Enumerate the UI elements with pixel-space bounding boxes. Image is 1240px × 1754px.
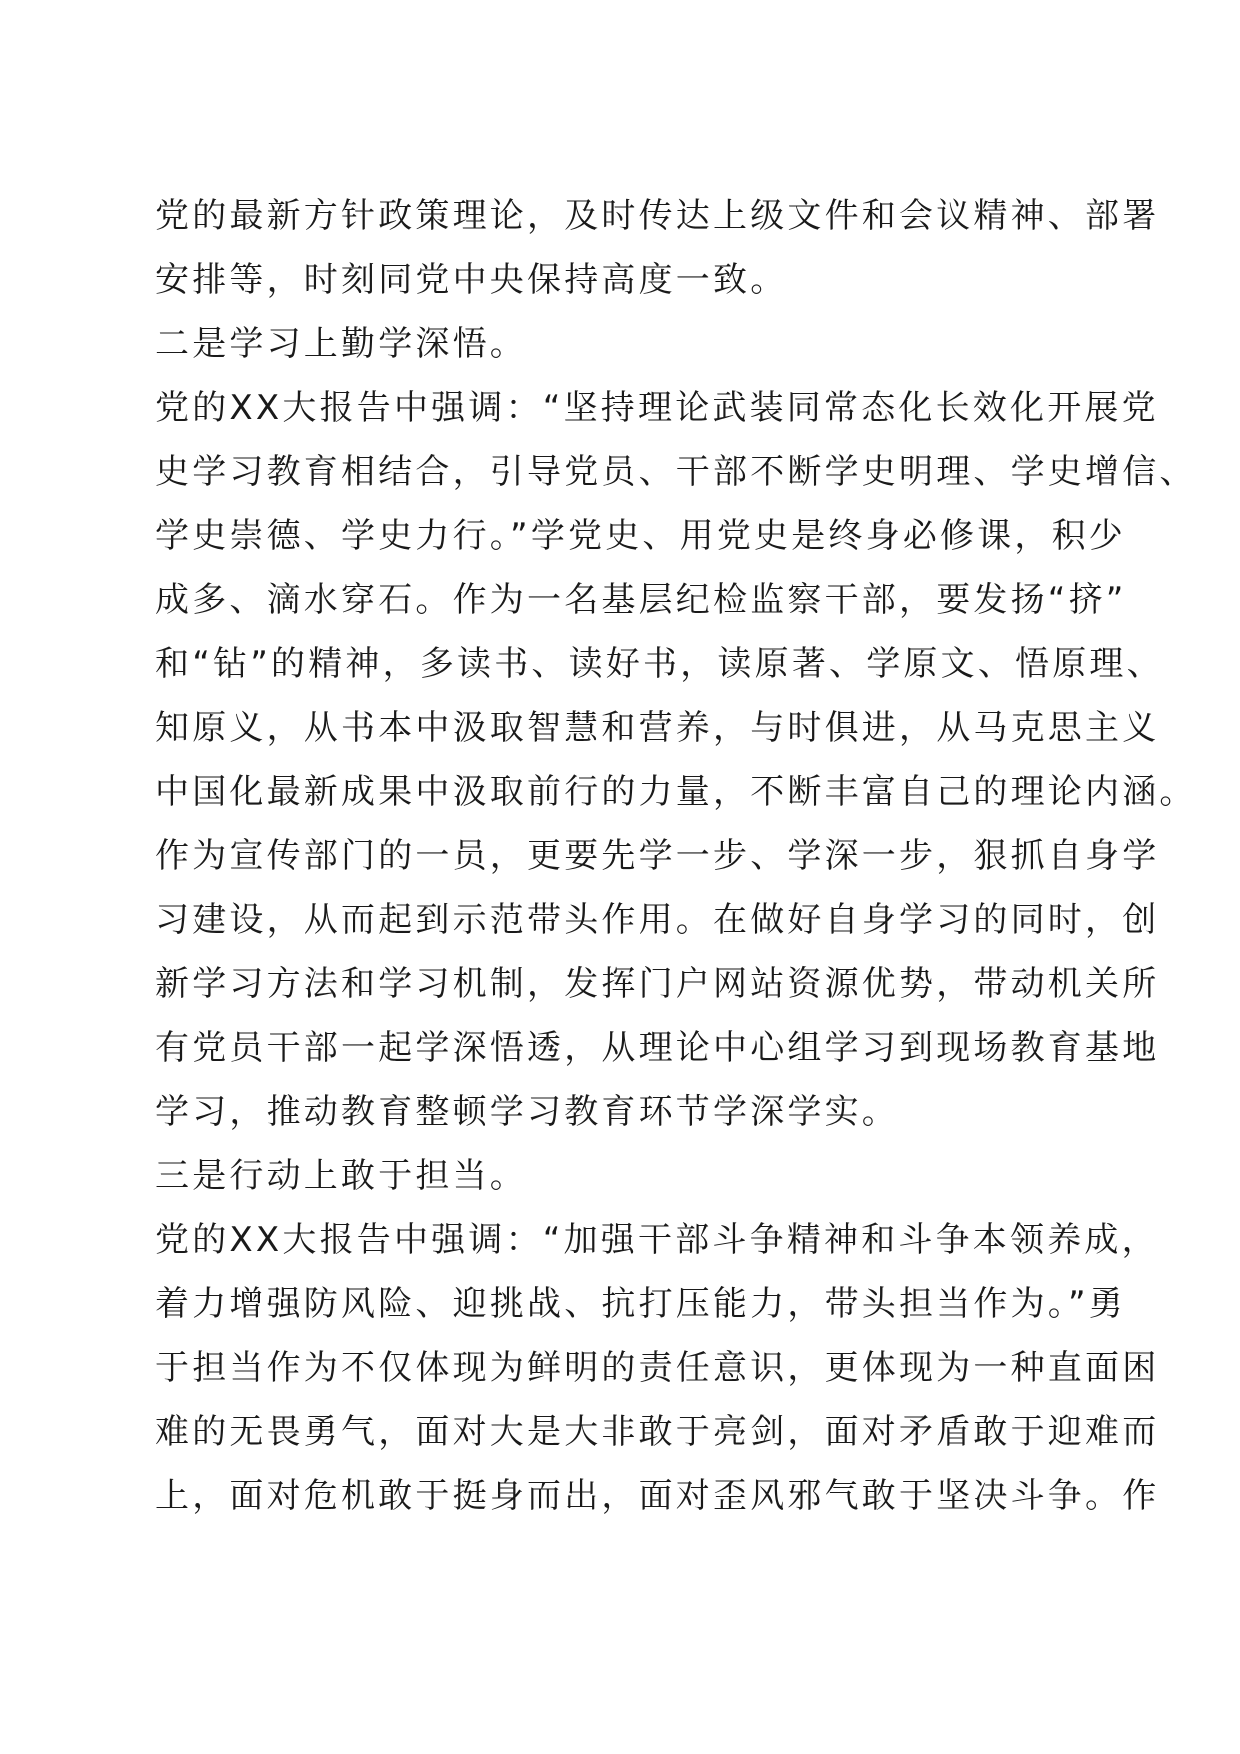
text-line: 有党员干部一起学深悟透，从理论中心组学习到现场教育基地 [155,1028,1160,1068]
text-line: 着力增强防风险、迎挑战、抗打压能力，带头担当作为。”勇 [155,1284,1127,1324]
text-line: 习建设，从而起到示范带头作用。在做好自身学习的同时，创 [155,900,1160,940]
text-line: 作为宣传部门的一员，更要先学一步、学深一步，狠抓自身学 [155,836,1160,876]
text-line: 难的无畏勇气，面对大是大非敢于亮剑，面对矛盾敢于迎难而 [155,1412,1160,1452]
text-line: 知原义，从书本中汲取智慧和营养，与时俱进，从马克思主义 [155,708,1160,748]
text-line: 史学习教育相结合，引导党员、干部不断学史明理、学史增信、 [155,452,1197,492]
text-line: 学史崇德、学史力行。”学党史、用党史是终身必修课，积少 [155,516,1127,556]
text-line: 上，面对危机敢于挺身而出，面对歪风邪气敢于坚决斗争。作 [155,1476,1160,1516]
text-line: 新学习方法和学习机制，发挥门户网站资源优势，带动机关所 [155,964,1160,1004]
text-line: 党的XX大报告中强调：“加强干部斗争精神和斗争本领养成， [155,1220,1159,1260]
text-line: 学习，推动教育整顿学习教育环节学深学实。 [155,1092,899,1132]
section-heading: 三是行动上敢于担当。 [155,1156,527,1196]
text-line: 党的最新方针政策理论，及时传达上级文件和会议精神、部署 [155,196,1160,236]
text-line: 中国化最新成果中汲取前行的力量，不断丰富自己的理论内涵。 [155,772,1197,812]
text-line: 党的XX大报告中强调：“坚持理论武装同常态化长效化开展党 [155,388,1159,428]
text-line: 成多、滴水穿石。作为一名基层纪检监察干部，要发扬“挤” [155,580,1127,620]
text-line: 和“钻”的精神，多读书、读好书，读原著、学原文、悟原理、 [155,644,1164,684]
text-line: 安排等，时刻同党中央保持高度一致。 [155,260,788,300]
section-heading: 二是学习上勤学深悟。 [155,324,527,364]
document-body [155,184,1197,1528]
text-line: 于担当作为不仅体现为鲜明的责任意识，更体现为一种直面困 [155,1348,1160,1388]
